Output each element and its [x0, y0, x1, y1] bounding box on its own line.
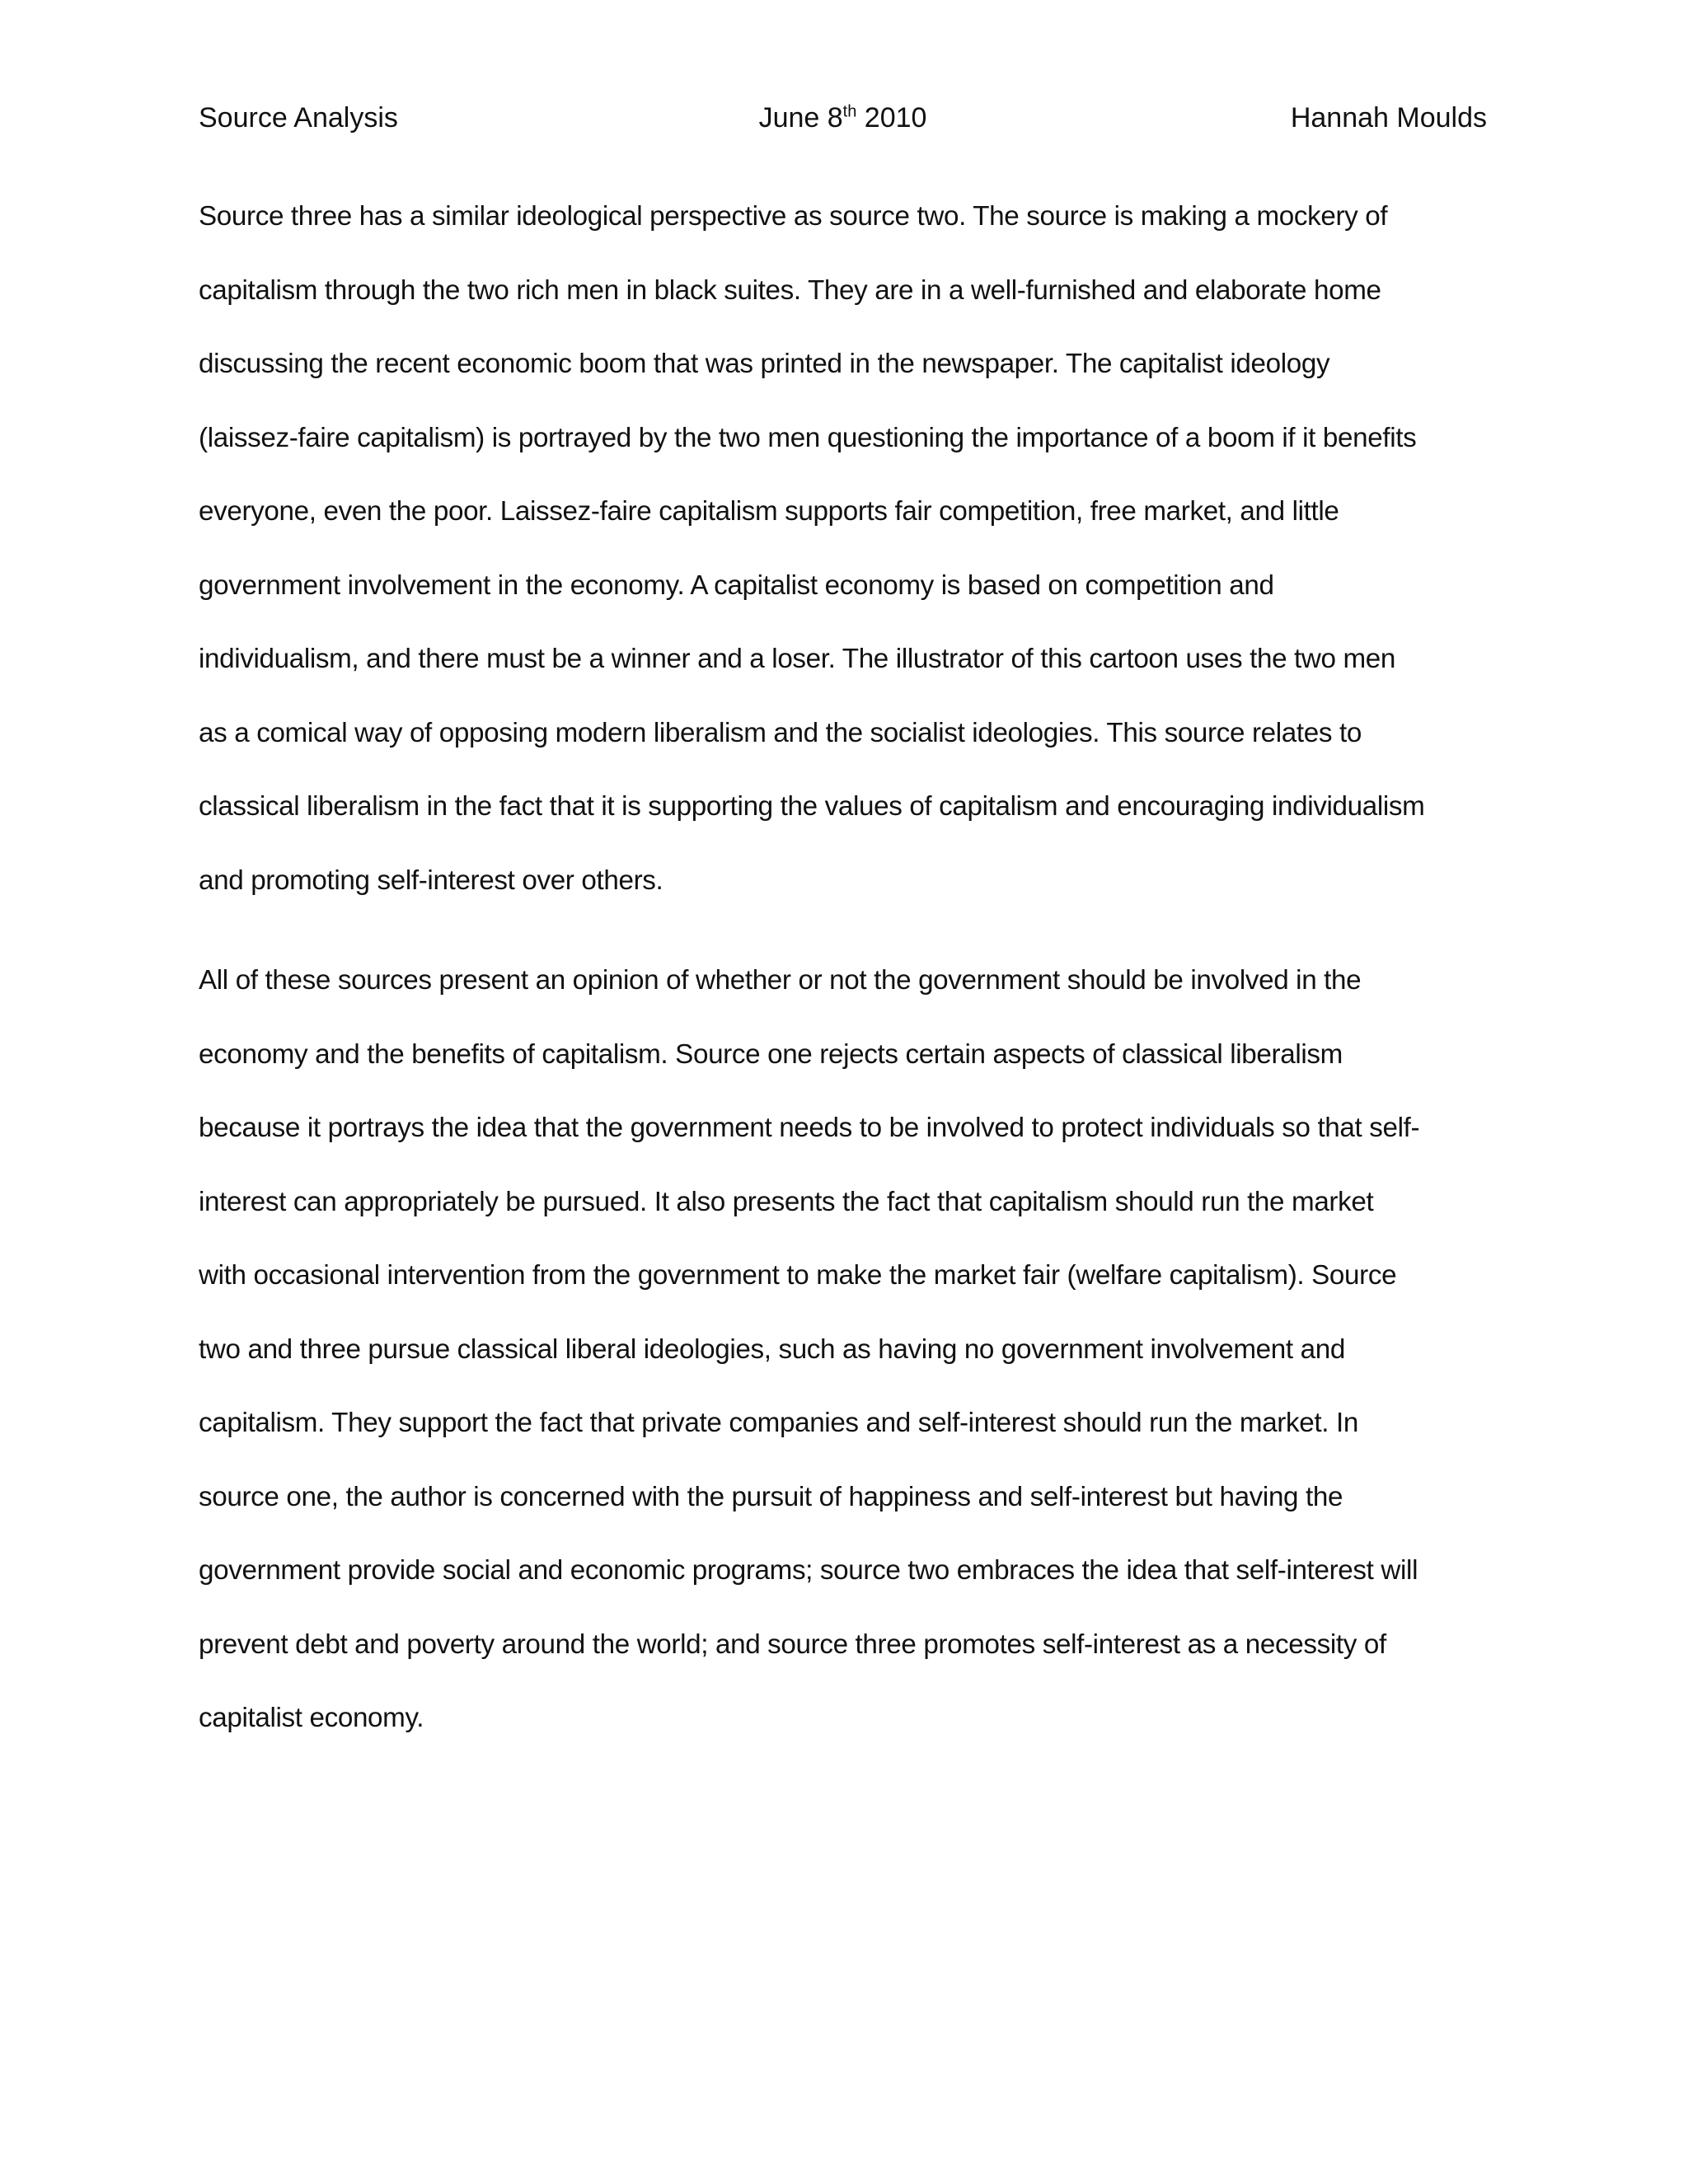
page-header	[199, 97, 1487, 138]
paragraph-line: classical liberalism in the fact that it is supporting the values of capitalism and encouraging individualism	[199, 791, 1425, 822]
paragraph-line: All of these sources present an opinion of whether or not the government should be involved in the	[199, 965, 1362, 996]
header-author: Hannah Moulds	[1290, 102, 1487, 134]
paragraph-line: interest can appropriately be pursued. It also presents the fact that capitalism should run the market	[199, 1186, 1374, 1217]
paragraph-line: with occasional intervention from the government to make the market fair (welfare capitalism). Source	[199, 1260, 1397, 1291]
paragraph-line: because it portrays the idea that the government needs to be involved to protect individuals so that self-	[199, 1113, 1420, 1143]
paragraph-1	[199, 196, 1493, 934]
paragraph-line: government provide social and economic programs; source two embraces the idea that self-interest will	[199, 1555, 1418, 1586]
paragraph-line: two and three pursue classical liberal ideologies, such as having no government involvement and	[199, 1333, 1345, 1365]
header-date-suffix-sup: th	[842, 102, 857, 121]
paragraph-line: as a comical way of opposing modern liberalism and the socialist ideologies. This source relates to	[199, 717, 1362, 748]
paragraph-2	[199, 960, 1493, 1772]
paragraph-line: Source three has a similar ideological perspective as source two. The source is making a mockery of	[199, 201, 1388, 232]
header-title: Source Analysis	[199, 102, 398, 134]
paragraph-line: (laissez-faire capitalism) is portrayed by the two men questioning the importance of a boom if it benefits	[199, 422, 1417, 453]
paragraph-line: individualism, and there must be a winner and a loser. The illustrator of this cartoon uses the two men	[199, 644, 1396, 674]
paragraph-line: economy and the benefits of capitalism. Source one rejects certain aspects of classical liberalism	[199, 1038, 1343, 1070]
header-date-year: 2010	[856, 102, 927, 134]
paragraph-line: and promoting self-interest over others.	[199, 865, 663, 896]
paragraph-line: discussing the recent economic boom that was printed in the newspaper. The capitalist ideology	[199, 349, 1330, 379]
paragraph-line: capitalism. They support the fact that private companies and self-interest should run the market. In	[199, 1408, 1358, 1438]
header-date-prefix: June 8	[758, 102, 843, 134]
paragraph-line: source one, the author is concerned with the pursuit of happiness and self-interest but having the	[199, 1481, 1343, 1512]
paragraph-line: government involvement in the economy. A capitalist economy is based on competition and	[199, 569, 1274, 601]
paragraph-line: capitalist economy.	[199, 1703, 424, 1733]
document-body	[199, 196, 1493, 1772]
paragraph-line: everyone, even the poor. Laissez-faire capitalism supports fair competition, free market, and little	[199, 496, 1339, 527]
paragraph-line: capitalism through the two rich men in black suites. They are in a well-furnished and elaborate home	[199, 274, 1381, 306]
paragraph-line: prevent debt and poverty around the world; and source three promotes self-interest as a necessity of	[199, 1629, 1386, 1660]
